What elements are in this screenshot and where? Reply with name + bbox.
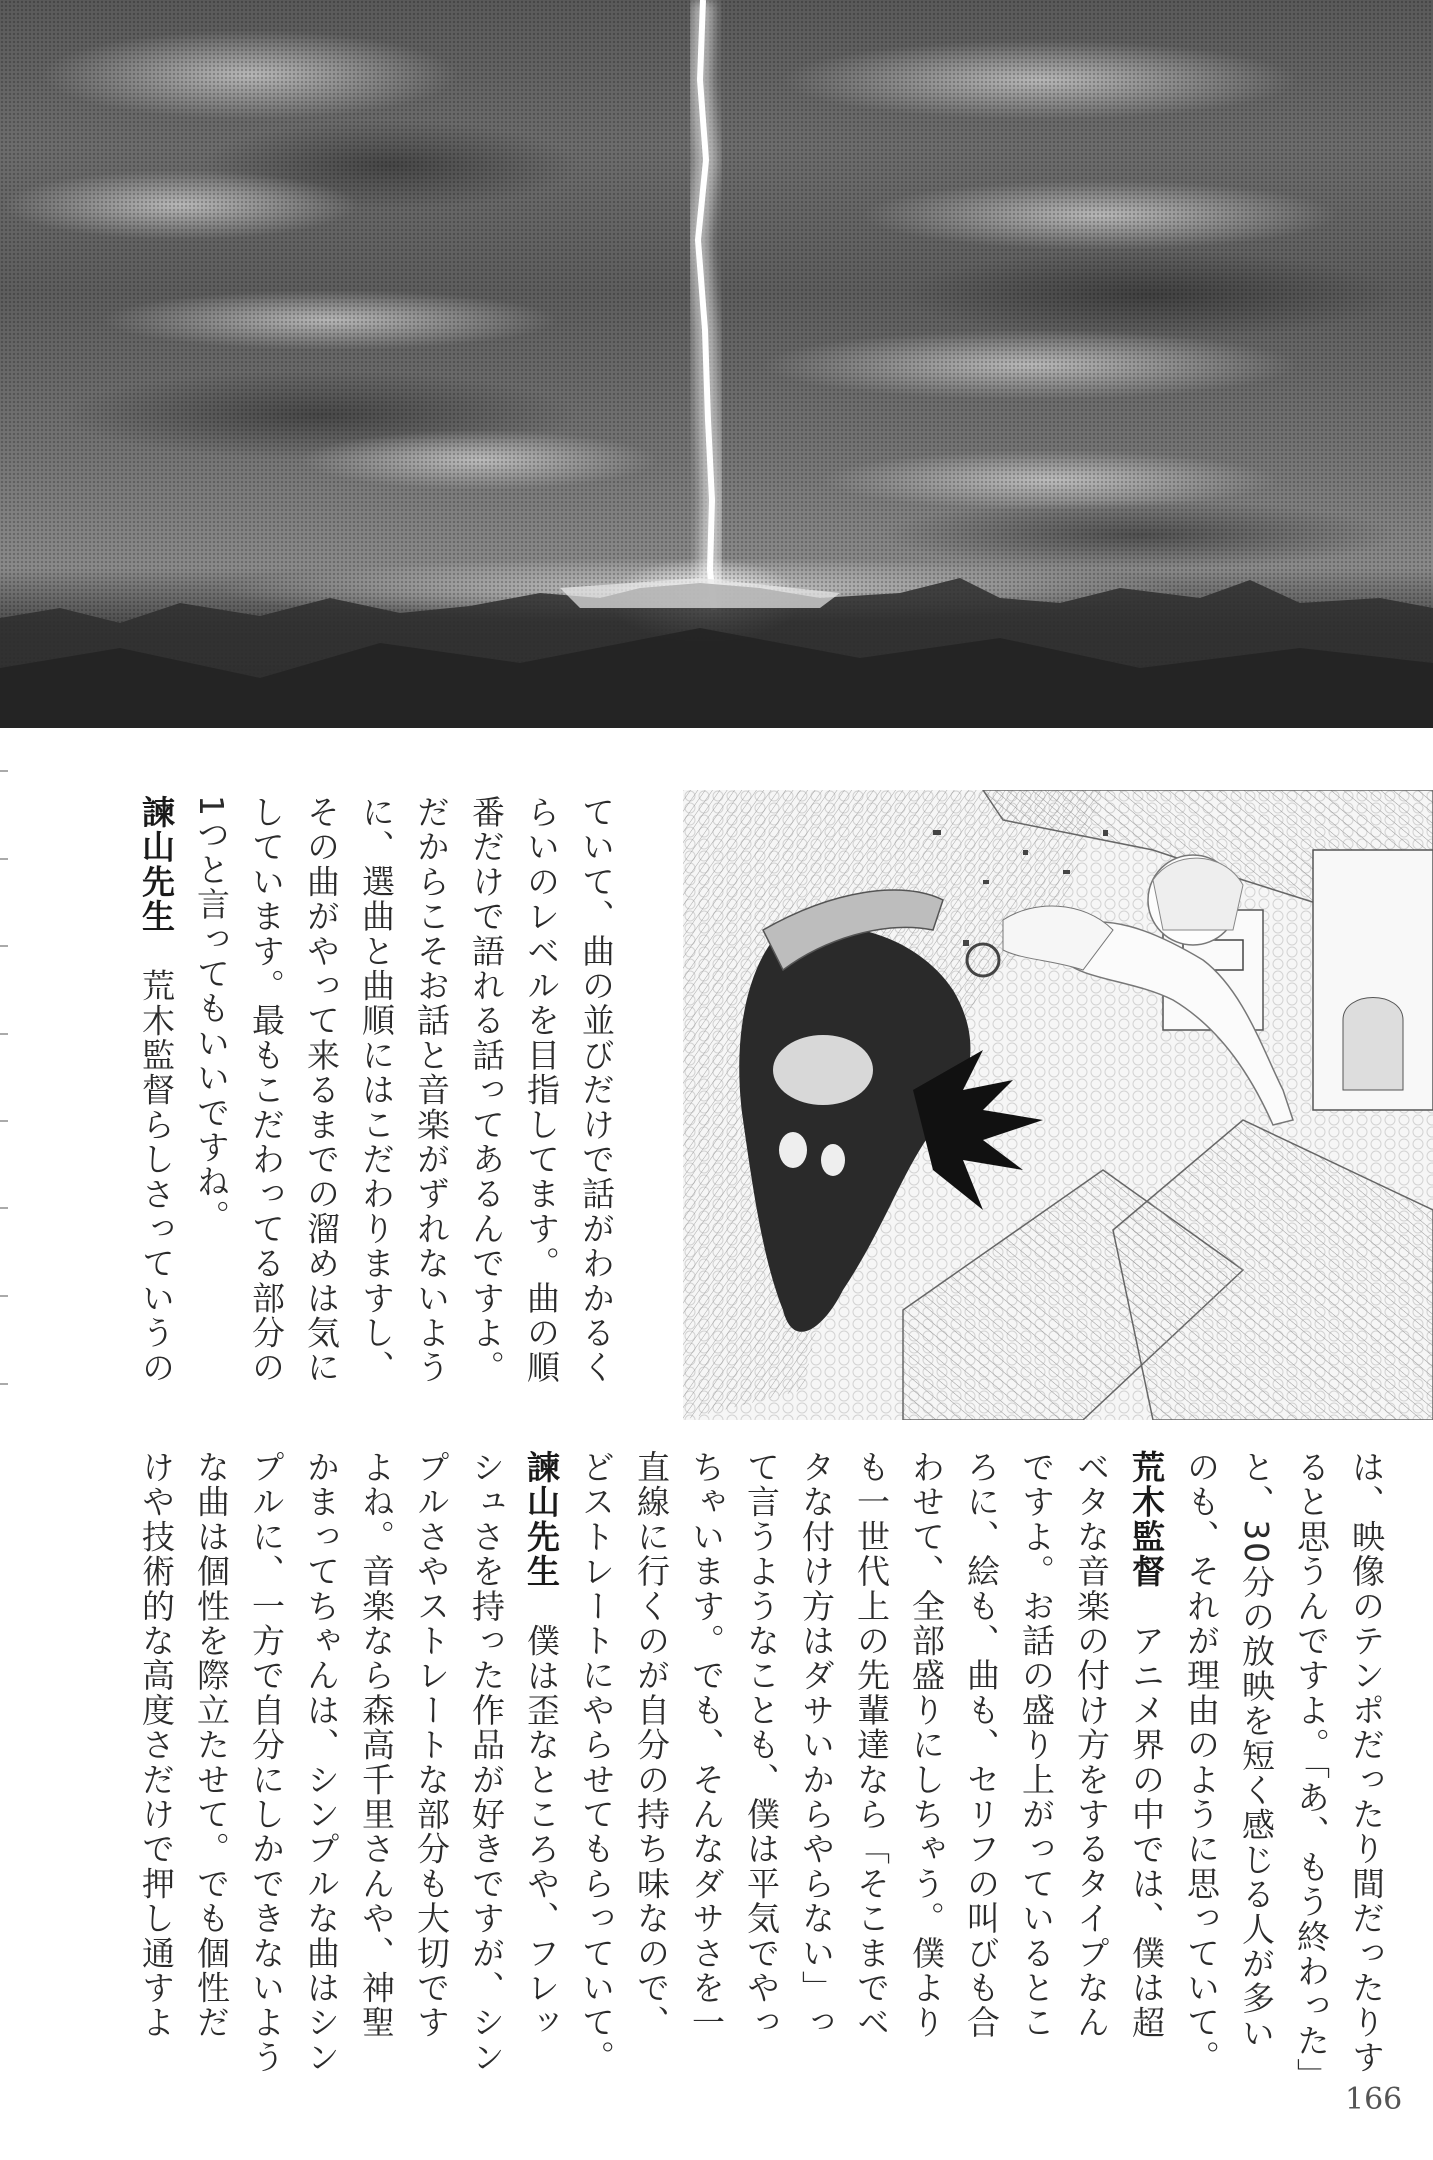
speaker-name: 諫山先生 [522,1450,561,1589]
text-column: 直線に行くのが自分の持ち味なので、 [632,1450,671,2040]
text-column: わせて、全部盛りにしちゃう。僕より [907,1450,946,2040]
margin-tick [0,1207,8,1209]
text-column: プルに、一方で自分にしかできないよう [247,1450,286,2075]
text-column: ちゃいます。でも、そんなダサさを一 [687,1450,726,2040]
interview-text-lower [129,1450,1394,2093]
town-skyline [0,568,1433,728]
text-column: な曲は個性を際立たせて。でも個性だ [192,1450,231,2040]
text-column: どストレートにやらせてもらっていて。 [577,1450,616,2075]
text-column: も一世代上の先輩達なら「そこまでベ [852,1450,891,2040]
text-column: て言うようなことも、僕は平気でやっ [742,1450,781,2040]
text-column: しています。最もこだわってる部分の [247,795,286,1385]
speaker-name: 諫山先生 [137,795,176,934]
text-column: のも、それが理由のように思っていて。 [1182,1450,1221,2075]
margin-tick [0,770,8,772]
margin-tick [0,1120,8,1122]
text-column: 諫山先生 荒木監督らしさっていうの [137,795,176,1385]
text-column: に、選曲と曲順にはこだわりますし、 [357,795,396,1385]
text-column: ると思うんですよ。「あ、もう終わった」 [1292,1450,1331,2093]
speaker-name: 荒木監督 [1127,1450,1166,1589]
lightning-town-illustration [0,0,1433,728]
text-column: ていて、曲の並びだけで話がわかるく [577,795,616,1385]
text-column: 番だけで語れる話ってあるんですよ。 [467,795,506,1385]
margin-tick [0,1383,8,1385]
text-column: その曲がやって来るまでの溜めは気に [302,795,341,1385]
page-number: 166 [1345,2082,1403,2117]
text-column: けや技術的な高度さだけで押し通すよ [137,1450,176,2040]
margin-tick [0,858,8,860]
text-column: 諫山先生 僕は歪なところや、フレッ [522,1450,561,2040]
interview-text-upper [129,795,624,1427]
margin-tick [0,945,8,947]
text-column: ですよ。お話の盛り上がっているとこ [1017,1450,1056,2040]
text-column: と、30分の放映を短く感じる人が多い [1237,1450,1276,2051]
margin-tick [0,1033,8,1035]
text-column: シュさを持った作品が好きですが、シン [467,1450,506,2075]
text-column: だからこそお話と音楽がずれないよう [412,795,451,1385]
text-column: らいのレベルを目指してます。曲の順 [522,795,561,1385]
manga-battle-illustration [683,790,1433,1420]
text-column: は、映像のテンポだったり間だったりす [1347,1450,1386,2075]
text-column: かまってちゃんは、シンプルな曲はシン [302,1450,341,2075]
text-column: 荒木監督 アニメ界の中では、僕は超 [1127,1450,1166,2040]
text-column: 1つと言ってもいいですね。 [192,795,231,1235]
text-column: タな付け方はダサいからやらない」っ [797,1450,836,2040]
text-column: ベタな音楽の付け方をするタイプなん [1072,1450,1111,2040]
text-column: よね。音楽なら森高千里さんや、神聖 [357,1450,396,2040]
text-column: プルさやストレートな部分も大切です [412,1450,451,2040]
manga-artwork [683,790,1433,1420]
margin-tick [0,1295,8,1297]
text-column: ろに、絵も、曲も、セリフの叫びも合 [962,1450,1001,2040]
